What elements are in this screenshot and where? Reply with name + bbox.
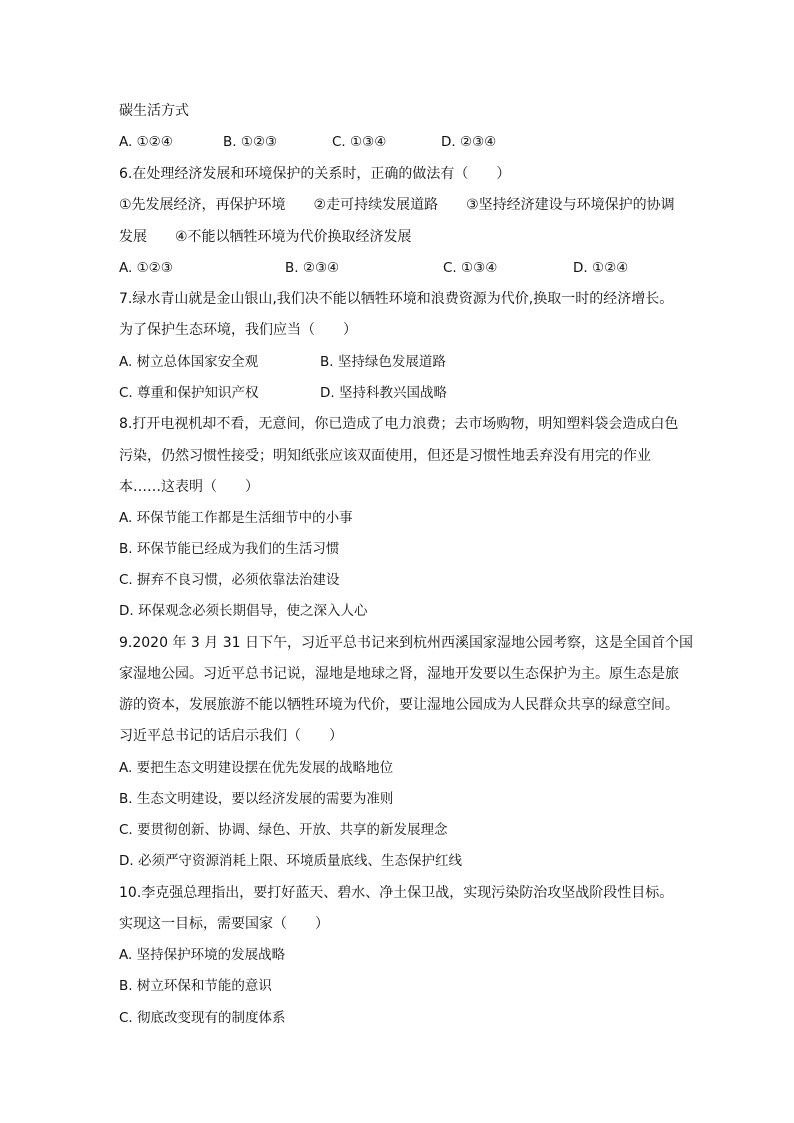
- q7-option-d: D. 坚持科教兴国战略: [320, 385, 447, 401]
- q10-stem-line1: 10.李克强总理指出，要打好蓝天、碧水、净土保卫战，实现污染防治攻坚战阶段性目标。: [119, 885, 674, 901]
- q5-option-c: C. ①③④: [332, 134, 387, 150]
- q10-option-c: C. 彻底改变现有的制度体系: [119, 1010, 286, 1026]
- q6-option-a: A. ①②③: [119, 260, 173, 276]
- q7-option-b: B. 坚持绿色发展道路: [320, 354, 446, 370]
- q9-option-d: D. 必须严守资源消耗上限、环境质量底线、生态保护红线: [119, 853, 462, 869]
- q9-option-b: B. 生态文明建设，要以经济发展的需要为准则: [119, 791, 394, 807]
- q6-stem: 6.在处理经济发展和环境保护的关系时，正确的做法有（ ）: [119, 166, 511, 182]
- q9-stem-line1: 9.2020 年 3 月 31 日下午，习近平总书记来到杭州西溪国家湿地公园考察，这是全国首个国: [119, 635, 693, 651]
- q6-option-c: C. ①③④: [443, 260, 498, 276]
- q9-stem-line2: 家湿地公园。习近平总书记说，湿地是地球之肾，湿地开发要以生态保护为主。原生态是旅: [119, 666, 679, 682]
- q9-option-c: C. 要贯彻创新、协调、绿色、开放、共享的新发展理念: [119, 822, 448, 838]
- q6-option-b: B. ②③④: [285, 260, 340, 276]
- q5-option-b: B. ①②③: [223, 134, 278, 150]
- q8-option-a: A. 环保节能工作都是生活细节中的小事: [119, 510, 353, 526]
- q8-option-c: C. 摒弃不良习惯，必须依靠法治建设: [119, 572, 340, 588]
- carry-over-text: 碳生活方式: [119, 103, 189, 119]
- q7-stem-line2: 为了保护生态环境，我们应当（ ）: [119, 322, 357, 338]
- q6-option-d: D. ①②④: [573, 260, 629, 276]
- q10-stem-line2: 实现这一目标，需要国家（ ）: [119, 916, 329, 932]
- q9-stem-line3: 游的资本，发展旅游不能以牺牲环境为代价，要让湿地公园成为人民群众共享的绿意空间。: [119, 697, 679, 713]
- q8-stem-line3: 本……这表明（ ）: [119, 479, 259, 495]
- q6-statements-line1: ①先发展经济，再保护环境 ②走可持续发展道路 ③坚持经济建设与环境保护的协调: [119, 197, 675, 213]
- q9-option-a: A. 要把生态文明建设摆在优先发展的战略地位: [119, 760, 394, 776]
- q7-option-a: A. 树立总体国家安全观: [119, 354, 259, 370]
- q7-option-c: C. 尊重和保护知识产权: [119, 385, 259, 401]
- q10-option-b: B. 树立环保和节能的意识: [119, 978, 272, 994]
- q8-stem-line1: 8.打开电视机却不看，无意间，你已造成了电力浪费；去市场购物，明知塑料袋会造成白色: [119, 416, 679, 432]
- q10-option-a: A. 坚持保护环境的发展战略: [119, 947, 286, 963]
- q7-stem-line1: 7.绿水青山就是金山银山,我们决不能以牺牲环境和浪费资源为代价,换取一时的经济增长。: [119, 291, 674, 307]
- q8-option-b: B. 环保节能已经成为我们的生活习惯: [119, 541, 340, 557]
- q6-statements-line2: 发展 ④不能以牺牲环境为代价换取经济发展: [119, 229, 412, 245]
- q8-stem-line2: 污染，仍然习惯性接受；明知纸张应该双面使用，但还是习惯性地丢弃没有用完的作业: [119, 448, 651, 464]
- q5-option-a: A. ①②④: [119, 134, 173, 150]
- q5-option-d: D. ②③④: [441, 134, 497, 150]
- q9-stem-line4: 习近平总书记的话启示我们（ ）: [119, 728, 343, 744]
- q8-option-d: D. 环保观念必须长期倡导，使之深入人心: [119, 603, 368, 619]
